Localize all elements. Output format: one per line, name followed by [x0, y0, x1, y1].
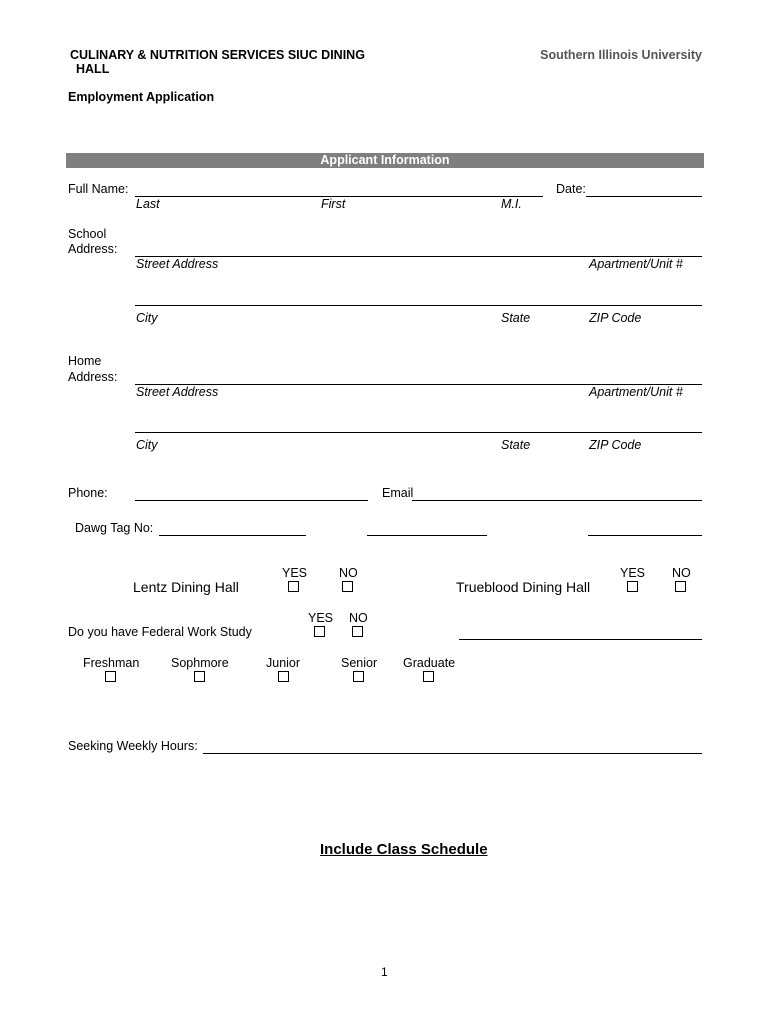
school-city-state-zip-field[interactable] — [135, 291, 702, 306]
trueblood-dining-hall-label: Trueblood Dining Hall — [456, 579, 591, 595]
home-city-caption: City — [136, 438, 158, 452]
sophmore-checkbox[interactable] — [194, 671, 205, 682]
home-street-field[interactable] — [135, 370, 702, 385]
graduate-checkbox[interactable] — [423, 671, 434, 682]
work-study-no-label: NO — [349, 611, 368, 625]
lentz-no-label: NO — [339, 566, 358, 580]
lentz-yes-checkbox[interactable] — [288, 581, 299, 592]
freshman-checkbox[interactable] — [105, 671, 116, 682]
dawg-tag-label: Dawg Tag No: — [75, 521, 154, 535]
home-zip-caption: ZIP Code — [589, 438, 642, 452]
full-name-field[interactable] — [135, 182, 543, 197]
work-study-no-checkbox[interactable] — [352, 626, 363, 637]
lentz-no-checkbox[interactable] — [342, 581, 353, 592]
school-address-label-line2: Address: — [68, 242, 118, 256]
blank-field-middle[interactable] — [367, 521, 487, 536]
work-study-detail-field[interactable] — [459, 625, 702, 640]
section-header-applicant-information: Applicant Information — [66, 153, 704, 168]
class-level-junior-label: Junior — [266, 656, 301, 670]
department-title-line2: HALL — [76, 62, 110, 76]
blank-field-right[interactable] — [588, 521, 702, 536]
home-address-label-line2: Address: — [68, 370, 118, 384]
weekly-hours-field[interactable] — [203, 739, 702, 754]
page-number: 1 — [381, 965, 388, 979]
email-label: Email — [382, 486, 414, 500]
full-name-label: Full Name: — [68, 182, 129, 196]
first-name-caption: First — [321, 197, 346, 211]
home-street-caption: Street Address — [136, 385, 219, 399]
trueblood-yes-label: YES — [620, 566, 646, 580]
school-city-caption: City — [136, 311, 158, 325]
class-level-freshman-label: Freshman — [83, 656, 140, 670]
university-name: Southern Illinois University — [540, 48, 702, 62]
junior-checkbox[interactable] — [278, 671, 289, 682]
work-study-question: Do you have Federal Work Study — [68, 625, 252, 639]
trueblood-yes-checkbox[interactable] — [627, 581, 638, 592]
phone-field[interactable] — [135, 486, 368, 501]
school-street-caption: Street Address — [136, 257, 219, 271]
date-field[interactable] — [586, 182, 702, 197]
date-label: Date: — [556, 182, 586, 196]
school-address-label-line1: School — [68, 227, 107, 241]
home-city-state-zip-field[interactable] — [135, 418, 702, 433]
last-name-caption: Last — [136, 197, 160, 211]
home-state-caption: State — [501, 438, 531, 452]
include-class-schedule-note: Include Class Schedule — [320, 841, 488, 858]
trueblood-no-label: NO — [672, 566, 691, 580]
email-field[interactable] — [412, 486, 702, 501]
home-apt-caption: Apartment/Unit # — [589, 385, 683, 399]
class-level-sophmore-label: Sophmore — [171, 656, 229, 670]
form-title: Employment Application — [68, 90, 215, 104]
phone-label: Phone: — [68, 486, 108, 500]
lentz-yes-label: YES — [282, 566, 308, 580]
department-title-line1: CULINARY & NUTRITION SERVICES SIUC DINING — [70, 48, 365, 62]
trueblood-no-checkbox[interactable] — [675, 581, 686, 592]
class-level-graduate-label: Graduate — [403, 656, 456, 670]
class-level-senior-label: Senior — [341, 656, 378, 670]
work-study-yes-label: YES — [308, 611, 334, 625]
school-state-caption: State — [501, 311, 531, 325]
weekly-hours-label: Seeking Weekly Hours: — [68, 739, 198, 753]
school-apt-caption: Apartment/Unit # — [589, 257, 683, 271]
dawg-tag-field[interactable] — [159, 521, 306, 536]
senior-checkbox[interactable] — [353, 671, 364, 682]
school-zip-caption: ZIP Code — [589, 311, 642, 325]
middle-initial-caption: M.I. — [501, 197, 522, 211]
lentz-dining-hall-label: Lentz Dining Hall — [133, 579, 239, 595]
school-street-field[interactable] — [135, 242, 702, 257]
home-address-label-line1: Home — [68, 354, 102, 368]
work-study-yes-checkbox[interactable] — [314, 626, 325, 637]
